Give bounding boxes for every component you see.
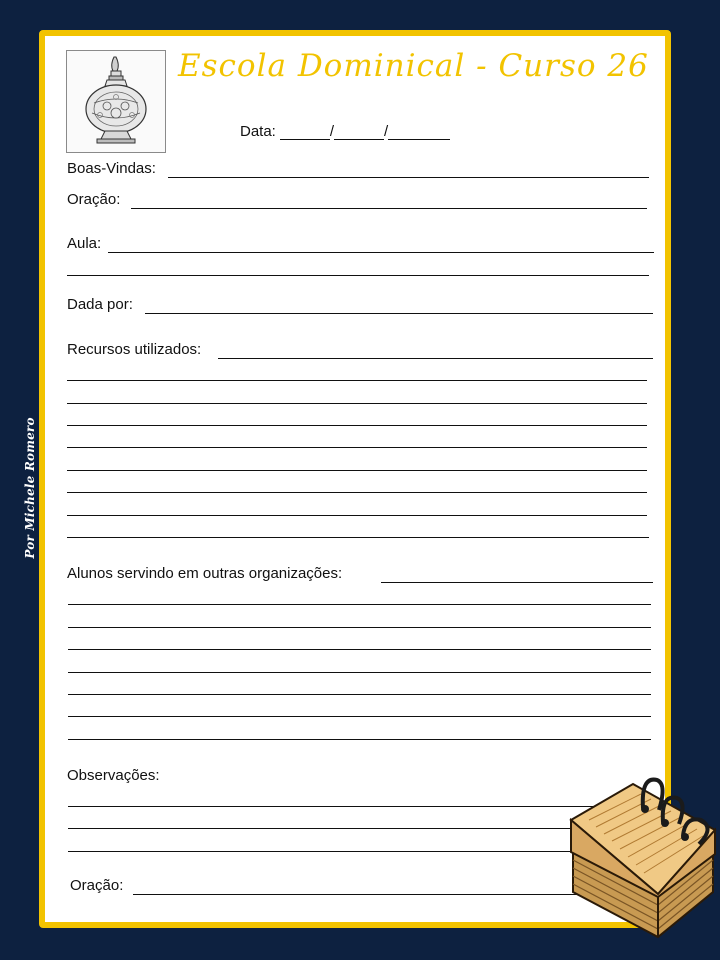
resources-line[interactable] [67, 470, 647, 471]
opening-prayer-label: Oração: [67, 191, 121, 208]
author-credit: Por Michele Romero [23, 417, 37, 559]
notepad-icon [563, 772, 720, 942]
lesson-label: Aula: [67, 235, 102, 252]
welcome-label: Boas-Vindas: [67, 160, 156, 177]
students-serving-line[interactable] [68, 739, 651, 740]
given-by-label: Dada por: [67, 296, 133, 313]
resources-label: Recursos utilizados: [67, 341, 202, 358]
resources-line[interactable] [67, 425, 647, 426]
resources-line[interactable] [67, 492, 647, 493]
resources-line[interactable] [67, 537, 649, 538]
notes-line[interactable] [68, 828, 578, 829]
decorative-urn-icon [67, 51, 165, 152]
notepad-image [563, 772, 720, 942]
resources-line[interactable] [67, 447, 647, 448]
students-serving-line[interactable] [68, 716, 651, 717]
students-serving-line[interactable] [68, 672, 651, 673]
notes-line[interactable] [68, 806, 598, 807]
date-field[interactable] [240, 123, 450, 140]
students-serving-line[interactable] [68, 604, 651, 605]
lesson-line[interactable] [67, 275, 649, 276]
students-serving-line[interactable] [68, 627, 651, 628]
students-serving-line[interactable] [68, 694, 651, 695]
welcome-line[interactable] [168, 177, 649, 178]
resources-line[interactable] [67, 380, 647, 381]
page-title: Escola Dominical - Curso 26 [178, 48, 649, 84]
date-year-blank[interactable] [388, 123, 450, 140]
date-separator: / [384, 123, 389, 140]
notes-line[interactable] [68, 851, 573, 852]
lesson-line[interactable] [108, 252, 654, 253]
date-day-blank[interactable] [280, 123, 330, 140]
resources-line[interactable] [218, 358, 653, 359]
closing-prayer-line[interactable] [133, 894, 585, 895]
notes-label: Observações: [67, 767, 160, 784]
resources-line[interactable] [67, 403, 647, 404]
date-month-blank[interactable] [334, 123, 384, 140]
logo-image [66, 50, 166, 153]
closing-prayer-label: Oração: [70, 877, 124, 894]
date-label: Data: [240, 123, 276, 140]
students-serving-line[interactable] [68, 649, 651, 650]
resources-line[interactable] [67, 515, 647, 516]
given-by-line[interactable] [145, 313, 653, 314]
students-serving-line[interactable] [381, 582, 653, 583]
students-serving-label: Alunos servindo em outras organizações: [67, 565, 343, 582]
date-separator: / [329, 123, 335, 140]
opening-prayer-line[interactable] [131, 208, 647, 209]
